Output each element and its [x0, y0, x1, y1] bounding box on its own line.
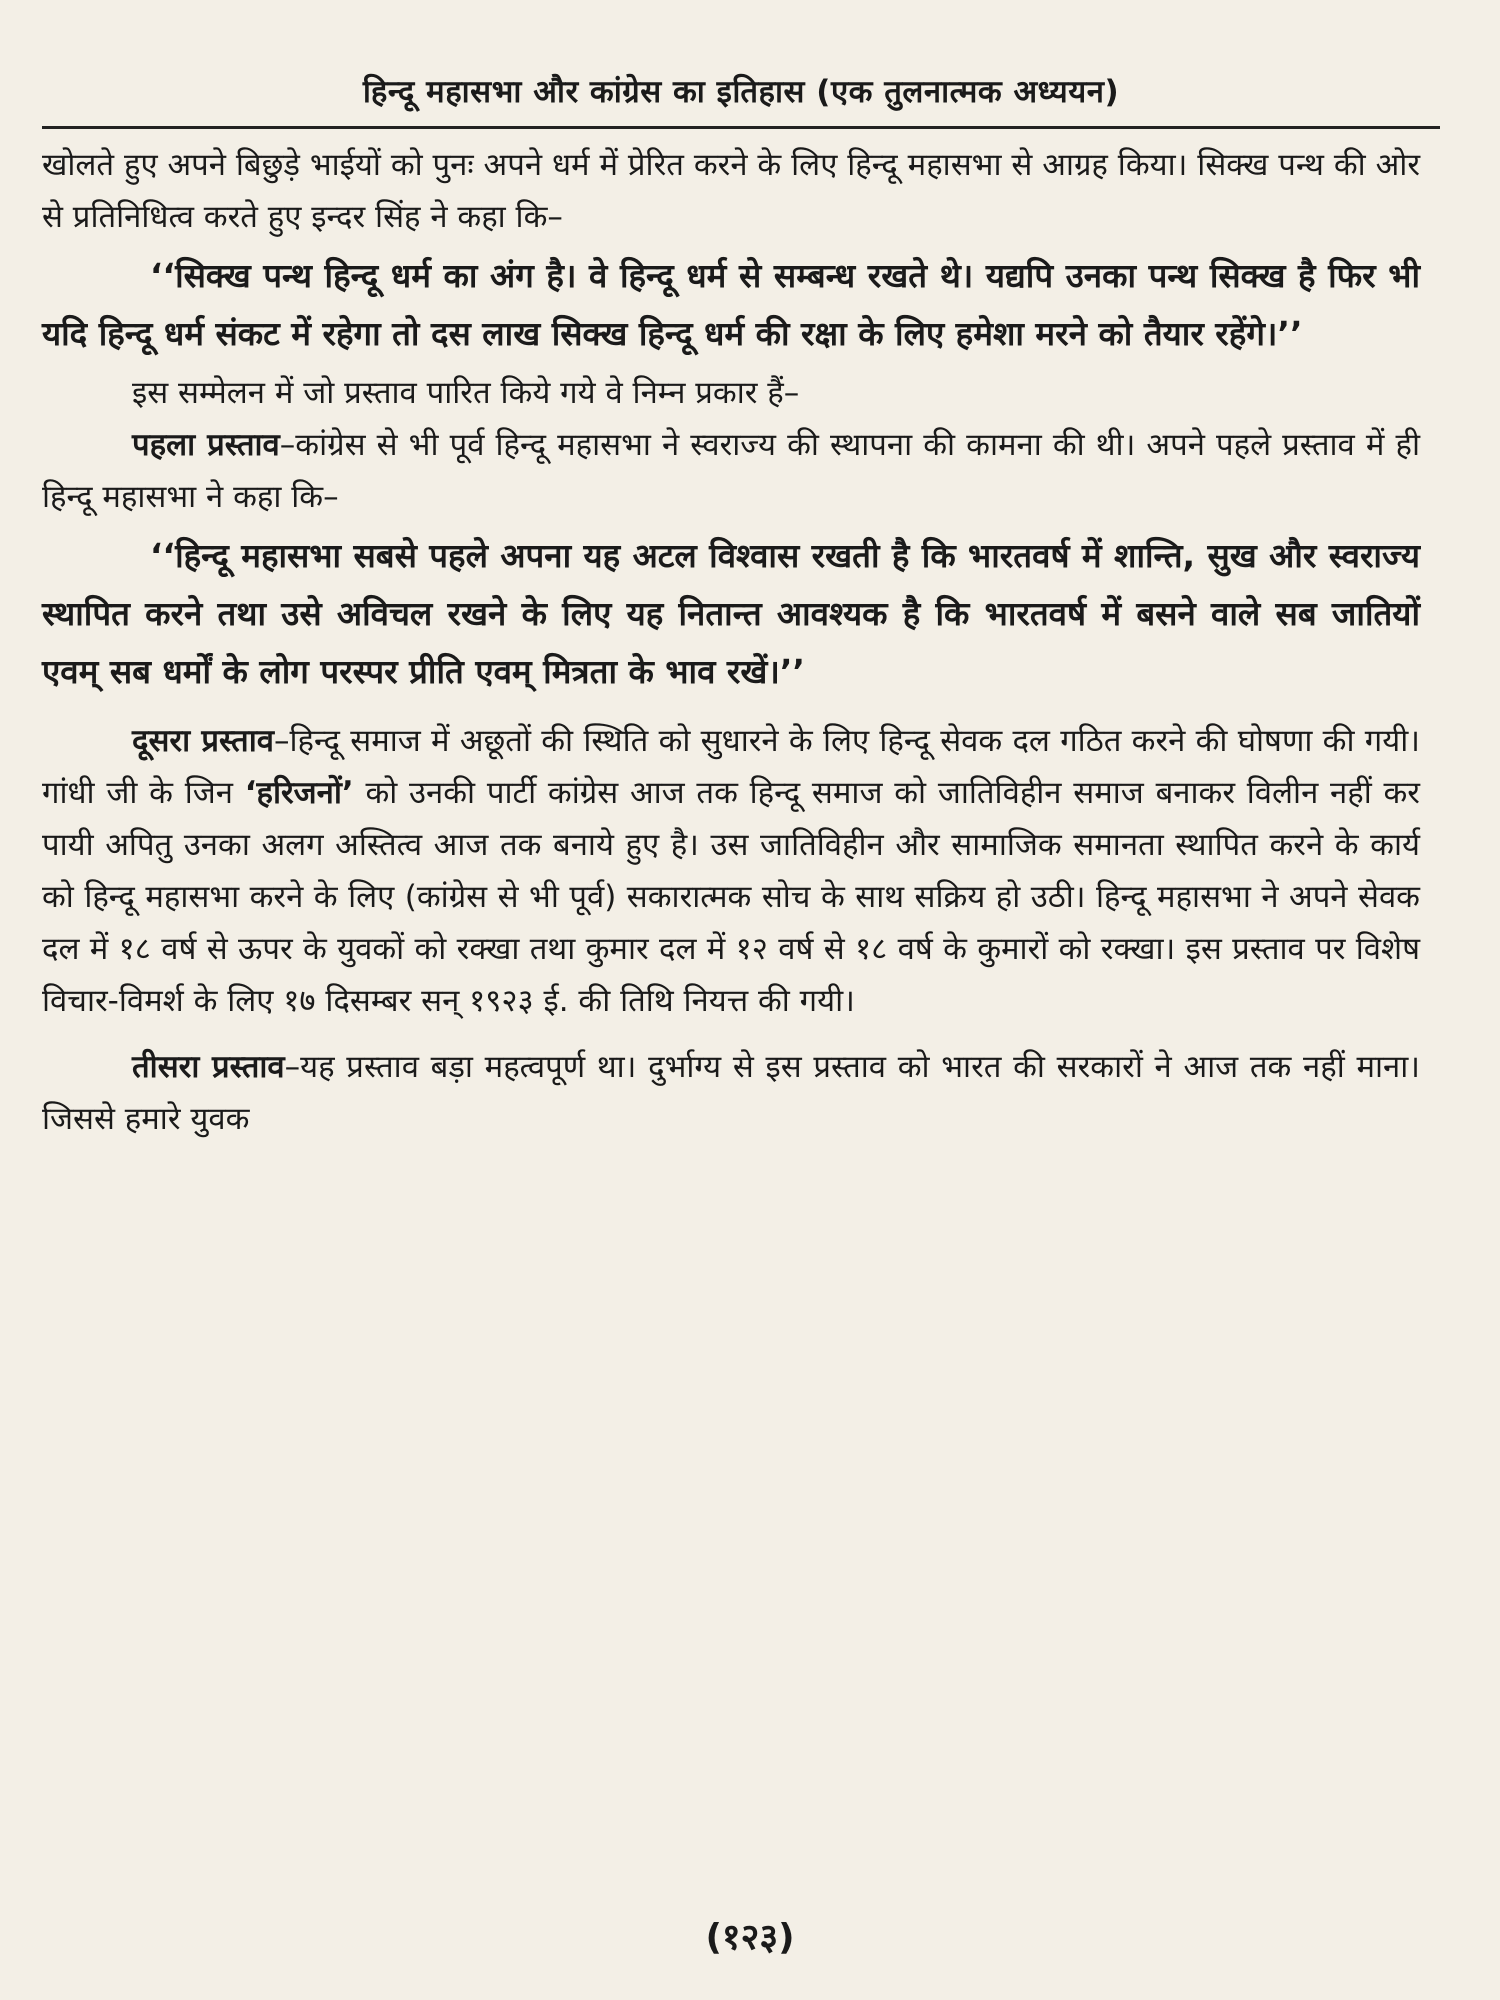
- second-resolution-text-a: –हिन्दू समाज में अछूतों की स्थिति को सुधारने के लिए हिन्दू सेवक दल गठित करने की घोषणा की गयी। गांधी जी के जिन: [42, 723, 1420, 811]
- paragraph-third-resolution: [42, 1041, 1420, 1145]
- third-resolution-heading: तीसरा प्रस्ताव: [132, 1049, 285, 1085]
- running-header: [42, 70, 1440, 129]
- page-number: (१२३): [705, 1917, 795, 1958]
- paragraph-first-resolution: [42, 419, 1420, 523]
- first-resolution-text: –कांग्रेस से भी पूर्व हिन्दू महासभा ने स्वराज्य की स्थापना की कामना की थी। अपने पहले प्रस्ताव में ही हिन्दू महासभा ने कहा कि–: [42, 427, 1420, 515]
- quote-hindu-mahasabha: ‘‘हिन्दू महासभा सबसे पहले अपना यह अटल विश्वास रखती है कि भारतवर्ष में शान्ति, सुख और स्वराज्य स्थापित करने तथा उसे अविचल रखने के लिए यह नितान्त आवश्यक है कि भारतवर्ष में बसने वाले सब जातियों एवम् सब धर्मों के लोग परस्पर प्रीति एवम् मित्रता के भाव रखें।’’: [42, 536, 1420, 691]
- paragraph-2: इस सम्मेलन में जो प्रस्ताव पारित किये गये वे निम्न प्रकार हैं–: [132, 375, 800, 411]
- harijan-term: ‘हरिजनों’: [244, 775, 354, 811]
- second-resolution-heading: दूसरा प्रस्ताव: [132, 723, 274, 759]
- paragraph-1: खोलते हुए अपने बिछुड़े भाईयों को पुनः अपने धर्म में प्रेरित करने के लिए हिन्दू महासभा से आग्रह किया। सिक्ख पन्थ की ओर से प्रतिनिधित्व करते हुए इन्दर सिंह ने कहा कि–: [42, 147, 1420, 235]
- quote-sikh-panth: ‘‘सिक्ख पन्थ हिन्दू धर्म का अंग है। वे हिन्दू धर्म से सम्बन्ध रखते थे। यद्यपि उनका पन्थ सिक्ख है फिर भी यदि हिन्दू धर्म संकट में रहेगा तो दस लाख सिक्ख हिन्दू धर्म की रक्षा के लिए हमेशा मरने को तैयार रहेंगे।’’: [42, 256, 1420, 353]
- header-title: हिन्दू महासभा और कांग्रेस का इतिहास (एक तुलनात्मक अध्ययन): [362, 74, 1120, 110]
- first-resolution-heading: पहला प्रस्ताव: [132, 427, 280, 463]
- third-resolution-text: –यह प्रस्ताव बड़ा महत्वपूर्ण था। दुर्भाग्य से इस प्रस्ताव को भारत की सरकारों ने आज तक नहीं माना। जिससे हमारे युवक: [42, 1049, 1421, 1137]
- second-resolution-text-b: को उनकी पार्टी कांग्रेस आज तक हिन्दू समाज को जातिविहीन समाज बनाकर विलीन नहीं कर पायी अपितु उनका अलग अस्तित्व आज तक बनाये हुए है। उस जातिविहीन और सामाजिक समानता स्थापित करने के कार्य को हिन्दू महासभा करने के लिए (कांग्रेस से भी पूर्व) सकारात्मक सोच के साथ सक्रिय हो उठी। हिन्दू महासभा ने अपने सेवक दल में १८ वर्ष से ऊपर के युवकों को रक्खा तथा कुमार दल में १२ वर्ष से १८ वर्ष के कुमारों को रक्खा। इस प्रस्ताव पर विशेष विचार-विमर्श के लिए १७ दिसम्बर सन् १९२३ ई. की तिथि नियत्त की गयी।: [42, 775, 1420, 1019]
- paragraph-second-resolution: [42, 715, 1420, 1027]
